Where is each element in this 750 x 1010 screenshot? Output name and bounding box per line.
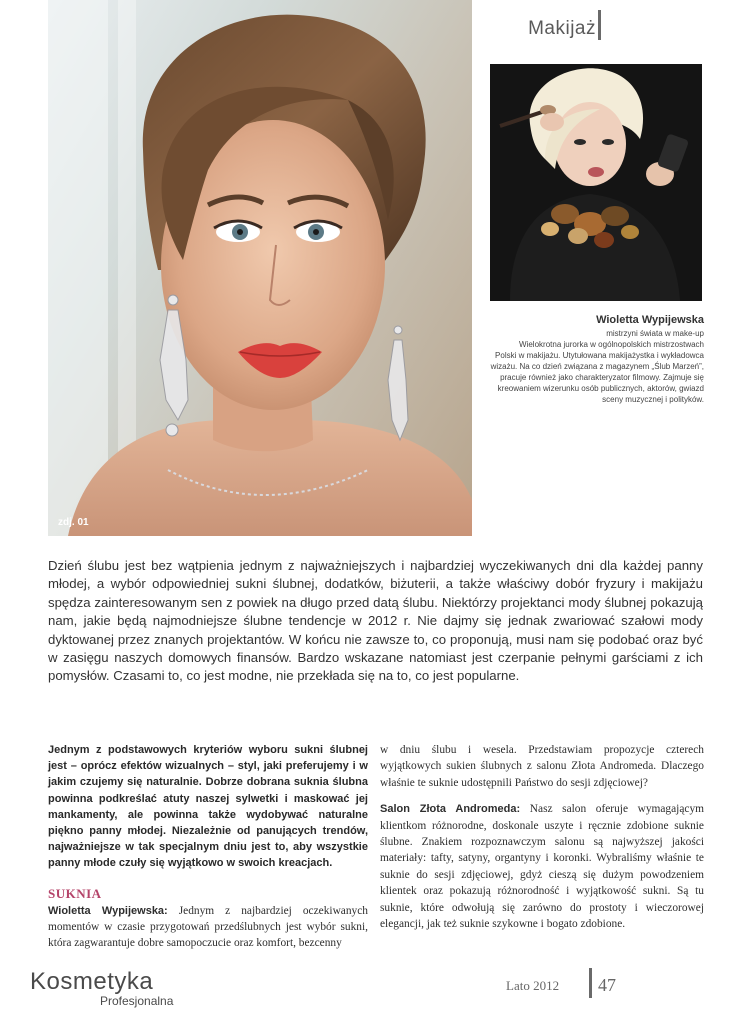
page-number: 47	[598, 975, 616, 995]
answer-text: Nasz salon oferuje wymagającym klientkom różnorodne, doskonale uszyte i ręcznie zdobione suknie ślubne. Znakiem rozpoznawczym salonu są najwyższej jakości materiały: tafty, satyny, organtyny i koronki. Wybraliśmy właśnie te suknie do sesji zdjęciowej, gdyż cieszą się dużym powodzeniem klientek oraz pokazują różnorodność i wyjątkowość sukni. Są tu suknie, które odwołują się zarówno do prostoty i wieczorowej elegancji, jak też suknie szykowne i bogato zdobione.	[380, 803, 705, 931]
section-title: Makijaż	[528, 18, 596, 39]
intro-paragraph	[48, 557, 703, 686]
interview-paragraph: w dniu ślubu i wesela. Przedstawiam propozycje czterech wyjątkowych sukien ślubnych z salonu Złota Andromeda. Dlaczego właśnie te suknie udostępnili Państwo do sesji zdjęciowej?	[380, 744, 704, 789]
bio-line: Wielokrotna jurorka w ogólnopolskich mistrzostwach	[519, 340, 704, 349]
bio-name: Wioletta Wypijewska	[596, 314, 704, 326]
photo-caption: zdj. 01	[58, 517, 89, 528]
bio-line: wizażu. Na co dzień związana z magazynem „Ślub Marzeń”,	[490, 362, 704, 371]
portrait-illustration	[48, 0, 472, 536]
section-divider	[598, 10, 601, 40]
main-portrait-photo	[48, 0, 472, 536]
left-column	[48, 742, 368, 952]
artist-bio	[478, 314, 704, 405]
section-heading-suknia: SUKNIA	[48, 885, 102, 901]
brand-name: Kosmetyka	[30, 968, 154, 995]
bio-line: Polski w makijażu. Utytułowana makijażystka i wykładowca	[495, 351, 704, 360]
interview-text: Jednym z najbardziej oczekiwanych momentów w czasie przygotowań przedślubnych jest wybór sukni, która zagwarantuje dobre samopoczucie oraz komfort, bezcenny	[48, 904, 368, 950]
bio-line: pracuje również jako charakteryzator filmowy. Zajmuje się	[500, 373, 704, 382]
bio-line: kreowaniem wizerunku osób publicznych, aktorów, gwiazd	[497, 384, 704, 393]
intro-text: Dzień ślubu jest bez wątpienia jednym z najważniejszych i najbardziej wyczekiwanych dni dla każdej panny młodej, a wybór odpowiedniej sukni ślubnej, dodatków, biżuterii, a także właściwy dobór fryzury i makijażu spędza zainteresowanym sen z powiek na długo przed datą ślubu. Niektórzy projektanci mody ślubnej pokazują nam, jakie będą najmodniejsze ślubne tendencje w 2012 r. Nie dajmy się jednak zwariować szałowi mody dyktowanej przez znanych projektantów. W końcu nie zawsze to, co proponują, musi nam się podobać oraz być w zasięgu naszych domowych finansów. Bardzo wskazane natomiast jest czerpanie pełnymi garściami z ich pomysłów. Czasami to, co jest modne, nie przekłada się na to, co jest popularne.	[48, 558, 703, 684]
brand-subtitle: Profesjonalna	[100, 994, 174, 1008]
answer-paragraph	[380, 801, 704, 932]
interview-paragraph	[48, 903, 368, 952]
speaker-label: Salon Złota Andromeda:	[380, 803, 521, 816]
footer-divider	[589, 968, 592, 998]
bio-role: mistrzyni świata w make-up	[606, 329, 704, 338]
issue-label: Lato 2012	[506, 978, 560, 993]
right-column	[380, 742, 704, 932]
speaker-label: Wioletta Wypijewska:	[48, 904, 168, 917]
bio-line: sceny muzycznej i polityków.	[602, 395, 704, 404]
lead-paragraph: Jednym z podstawowych kryteriów wyboru sukni ślubnej jest – oprócz efektów wizualnych – styl, jaki preferujemy i w jakim czujemy się naturalnie. Dobrze dobrana suknia ślubna powinna podkreślać atuty naszej sylwetki i maskować jej mankamenty, ale powinna także wydobywać naturalne piękno panny młodej. Niezależnie od panujących trendów, najważniejsze w tak specjalnym dniu jest to, aby wszystkie panny młode czuły się wyjątkowo w swoich kreacjach.	[48, 744, 368, 870]
makeup-artist-photo	[490, 64, 702, 301]
artist-illustration	[490, 64, 702, 301]
magazine-brand	[30, 970, 173, 1008]
